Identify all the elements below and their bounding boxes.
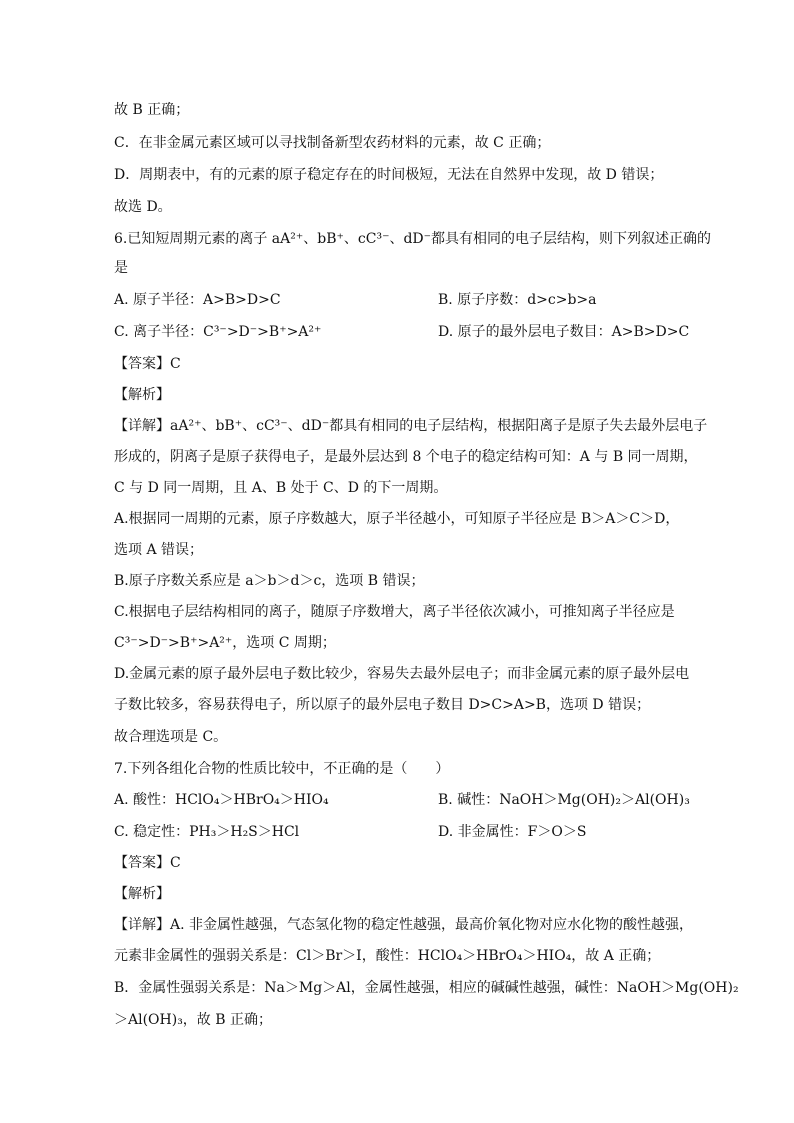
option-d: D. 非金属性：F＞O＞S (438, 824, 587, 840)
explanation-line: C³⁻>D⁻>B⁺>A²⁺，选项 C 周期； (114, 635, 336, 651)
explanation-line: 选项 A 错误； (114, 542, 204, 558)
answer-label: 【答案】C (114, 356, 181, 372)
text-line: C．在非金属元素区域可以寻找制备新型农药材料的元素，故 C 正确； (114, 135, 551, 151)
analysis-label: 【解析】 (114, 387, 170, 403)
option-a: A. 原子半径：A>B>D>C (114, 292, 281, 308)
answer-label: 【答案】C (114, 855, 181, 871)
option-b: B. 碱性：NaOH＞Mg(OH)₂＞Al(OH)₃ (438, 792, 690, 808)
text-line: 故选 D。 (114, 199, 172, 215)
explanation-line: 【详解】A. 非金属性越强，气态氢化物的稳定性越强，最高价氧化物对应水化物的酸性越强， (114, 917, 694, 933)
option-c: C. 稳定性：PH₃＞H₂S＞HCl (114, 824, 300, 840)
explanation-line: ＞Al(OH)₃，故 B 正确； (114, 1012, 272, 1028)
explanation-line: C 与 D 同一周期，且 A、B 处于 C、D 的下一周期。 (114, 480, 448, 496)
explanation-line: D.金属元素的原子最外层电子数比较少，容易失去最外层电子；而非金属元素的原子最外层电 (114, 666, 690, 682)
explanation-line: 故合理选项是 C。 (114, 729, 228, 745)
explanation-line: B.原子序数关系应是 a＞b＞d＞c，选项 B 错误； (114, 573, 425, 589)
question-6-stem: 6.已知短周期元素的离子 aA²⁺、bB⁺、cC³⁻、dD⁻都具有相同的电子层结构，则下列叙述正确的 (114, 231, 712, 247)
explanation-line: A.根据同一周期的元素，原子序数越大，原子半径越小，可知原子半径应是 B＞A＞C＞D， (114, 511, 680, 527)
text-line: D．周期表中，有的元素的原子稳定存在的时间极短，无法在自然界中发现，故 D 错误； (114, 167, 664, 183)
option-a: A. 酸性：HClO₄＞HBrO₄＞HIO₄ (114, 792, 329, 808)
explanation-line: 子数比较多，容易获得电子，所以原子的最外层电子数目 D>C>A>B，选项 D 错误； (114, 697, 651, 713)
option-b: B. 原子序数：d>c>b>a (438, 292, 597, 308)
analysis-label: 【解析】 (114, 886, 170, 902)
explanation-line: 【详解】aA²⁺、bB⁺、cC³⁻、dD⁻都具有相同的电子层结构，根据阳离子是原子失去最外层电子 (114, 418, 708, 434)
question-6-stem-cont: 是 (114, 260, 128, 276)
option-c: C. 离子半径：C³⁻>D⁻>B⁺>A²⁺ (114, 324, 322, 340)
explanation-line: 形成的，阴离子是原子获得电子，是最外层达到 8 个电子的稳定结构可知：A 与 B 同一周期， (114, 449, 698, 465)
text-line: 故 B 正确； (114, 102, 190, 118)
explanation-line: 元素非金属性的强弱关系是：Cl＞Br＞I，酸性：HClO₄＞HBrO₄＞HIO₄，故 A 正确； (114, 948, 661, 964)
question-7-stem: 7.下列各组化合物的性质比较中，不正确的是（ ） (114, 761, 450, 777)
explanation-line: B．金属性强弱关系是：Na＞Mg＞Al，金属性越强，相应的碱碱性越强，碱性：NaOH＞Mg(OH)₂ (114, 980, 739, 996)
option-d: D. 原子的最外层电子数目：A>B>D>C (438, 324, 690, 340)
explanation-line: C.根据电子层结构相同的离子，随原子序数增大，离子半径依次减小，可推知离子半径应是 (114, 604, 675, 620)
